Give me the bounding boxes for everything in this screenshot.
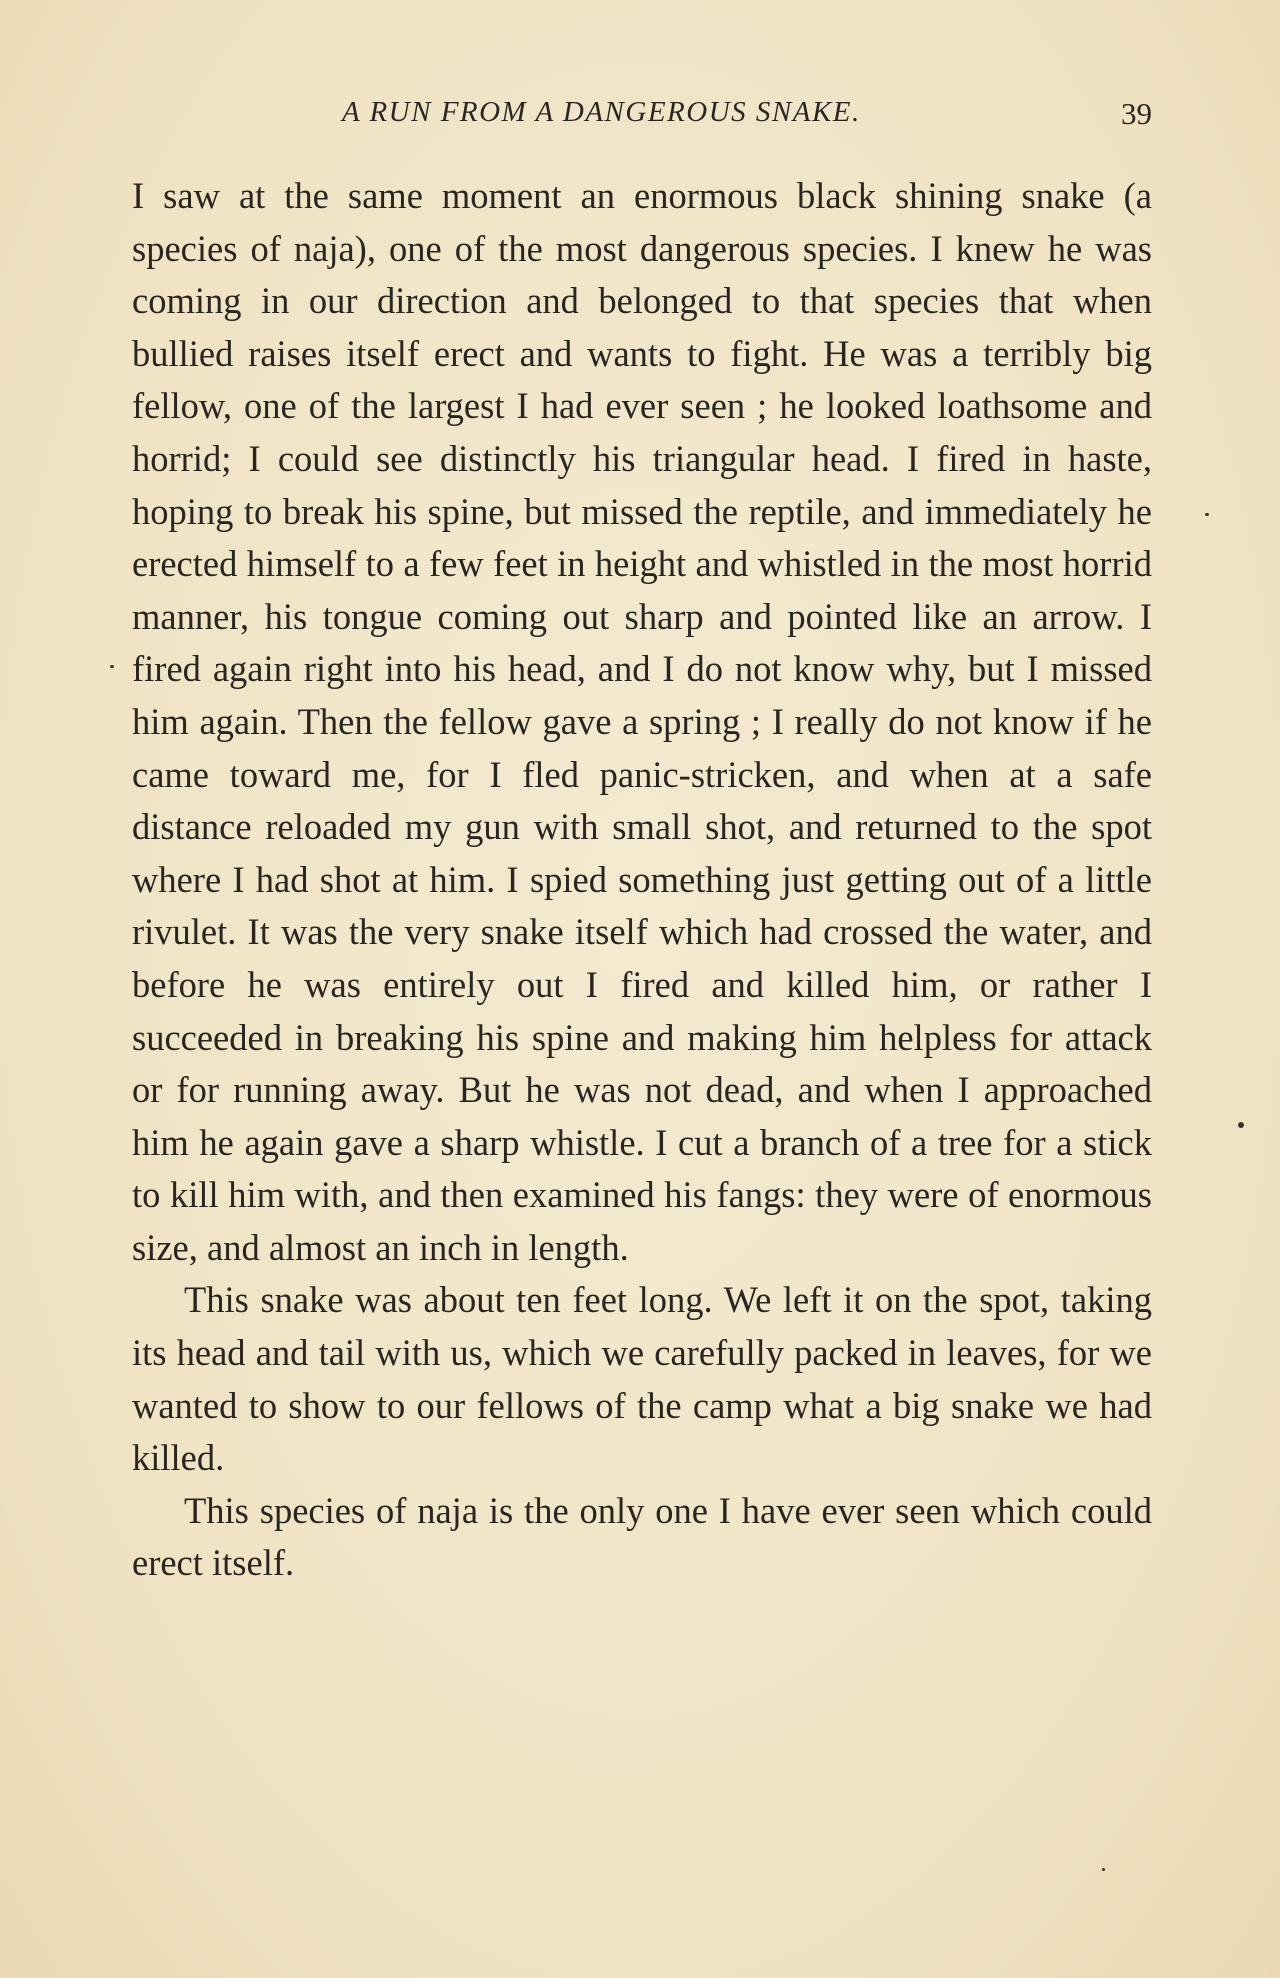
body-text — [132, 170, 1152, 1590]
page-number: 39 — [1121, 96, 1152, 131]
paragraph: This species of naja is the only one I have ever seen which could erect itself. — [132, 1489, 1152, 1584]
paragraph: This snake was about ten feet long. We left it on the spot, taking its head and tail with us, which we carefully packed in leaves, for we wanted to show to our fellows of the camp what a big snake we had killed. — [132, 1279, 1152, 1479]
print-speck — [1205, 513, 1209, 516]
running-title: A RUN FROM A DANGEROUS SNAKE. — [342, 96, 861, 128]
paragraph: I saw at the same moment an enormous black shining snake (a species of naja), one of the most dangerous species. I knew he was coming in our direction and belonged to that species that when bullied raises itself erect and wants to fight. He was a terribly big fellow, one of the largest I had ever seen ; he looked loathsome and horrid; I could see distinctly his triangular head. I fired in haste, hoping to break his spine, but missed the reptile, and immediately he erected himself to a few feet in height and whistled in the most horrid manner, his tongue coming out sharp and pointed like an arrow. I fired again right into his head, and I do not know why, but I missed him again. Then the fellow gave a spring ; I really do not know if he came toward me, for I fled panic-stricken, and when at a safe distance reloaded my gun with small shot, and returned to the spot where I had shot at him. I spied something just getting out of a little rivulet. It was the very snake itself which had crossed the water, and before he was entirely out I fired and killed him, or rather I succeeded in breaking his spine and making him helpless for attack or for running away. But he was not dead, and when I approached him he again gave a sharp whistle. I cut a branch of a tree for a stick to kill him with, and then examined his fangs: they were of enormous size, and almost an inch in length. — [132, 175, 1152, 1268]
running-head — [132, 96, 1152, 136]
print-speck — [1238, 1122, 1244, 1128]
print-speck — [1102, 1868, 1105, 1871]
print-speck — [110, 665, 114, 668]
